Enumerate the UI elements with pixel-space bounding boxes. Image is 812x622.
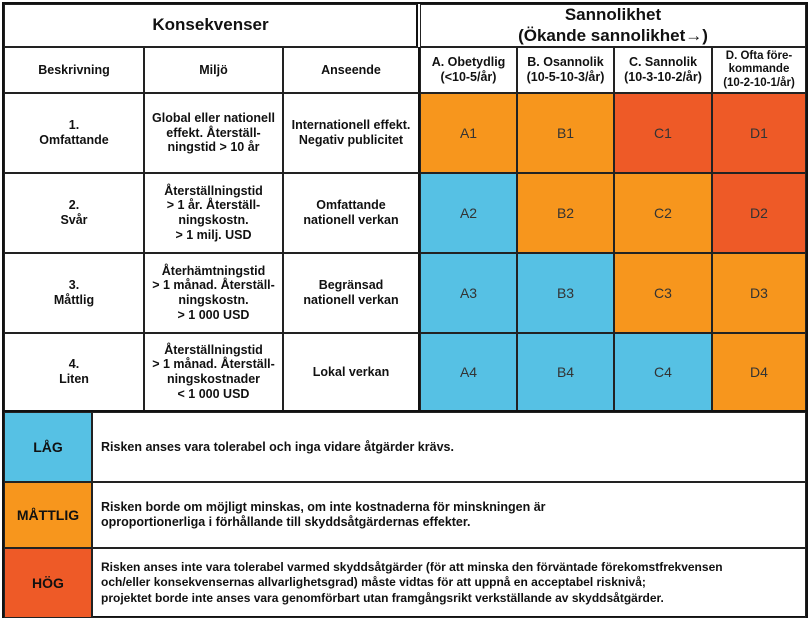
matrix-cell-a2: A2 bbox=[420, 173, 517, 253]
matrix-cell-c4: C4 bbox=[614, 333, 712, 411]
matrix-cell-c3: C3 bbox=[614, 253, 712, 333]
consequences-title: Konsekvenser bbox=[152, 15, 269, 35]
row-4-environment: Återställningstid > 1 månad. Återställ- ningskostnader < 1 000 USD bbox=[144, 333, 283, 411]
probability-header bbox=[420, 4, 806, 47]
matrix-cell-a3: A3 bbox=[420, 253, 517, 333]
legend-label-high: HÖG bbox=[4, 548, 92, 618]
row-3-environment: Återhämtningstid > 1 månad. Återställ- ningskostn. > 1 000 USD bbox=[144, 253, 283, 333]
matrix-cell-c2: C2 bbox=[614, 173, 712, 253]
col-header-description: Beskrivning bbox=[4, 47, 144, 93]
row-3-reputation: Begränsad nationell verkan bbox=[283, 253, 420, 333]
legend-label-low: LÅG bbox=[4, 412, 92, 482]
legend-desc-low: Risken anses vara tolerabel och inga vidare åtgärder krävs. bbox=[92, 412, 806, 482]
row-4-reputation: Lokal verkan bbox=[283, 333, 420, 411]
prob-col-d: D. Ofta före- kommande (10-2-10-1/år) bbox=[712, 47, 806, 93]
legend-desc-medium: Risken borde om möjligt minskas, om inte kostnaderna för minskningen är oproportionerliga i förhållande till skyddsåtgärdernas effekter. bbox=[92, 482, 806, 548]
consequences-header bbox=[4, 4, 418, 47]
matrix-cell-c1: C1 bbox=[614, 93, 712, 173]
row-3-description: 3. Måttlig bbox=[4, 253, 144, 333]
matrix-cell-a4: A4 bbox=[420, 333, 517, 411]
prob-col-c: C. Sannolik (10-3-10-2/år) bbox=[614, 47, 712, 93]
probability-title: Sannolikhet (Ökande sannolikhet→) bbox=[518, 5, 708, 45]
col-header-reputation: Anseende bbox=[283, 47, 420, 93]
row-2-environment: Återställningstid > 1 år. Återställ- ningskostn. > 1 milj. USD bbox=[144, 173, 283, 253]
matrix-cell-b2: B2 bbox=[517, 173, 614, 253]
row-4-description: 4. Liten bbox=[4, 333, 144, 411]
matrix-cell-d1: D1 bbox=[712, 93, 806, 173]
row-1-description: 1. Omfattande bbox=[4, 93, 144, 173]
matrix-cell-b4: B4 bbox=[517, 333, 614, 411]
legend-desc-high: Risken anses inte vara tolerabel varmed skyddsåtgärder (för att minska den förväntade förekomstfrekvensen och/eller konsekvensernas allvarlighetsgrad) måste vidtas för att uppnå en acceptabel risknivå; projektet borde inte anses vara genomförbart utan framgångsrikt verkställande av skyddsåtgärder. bbox=[92, 548, 806, 618]
row-1-reputation: Internationell effekt. Negativ publicitet bbox=[283, 93, 420, 173]
prob-col-a: A. Obetydlig (<10-5/år) bbox=[420, 47, 517, 93]
matrix-cell-d4: D4 bbox=[712, 333, 806, 411]
row-1-environment: Global eller nationell effekt. Återställ- ningstid > 10 år bbox=[144, 93, 283, 173]
row-2-description: 2. Svår bbox=[4, 173, 144, 253]
matrix-cell-a1: A1 bbox=[420, 93, 517, 173]
row-2-reputation: Omfattande nationell verkan bbox=[283, 173, 420, 253]
matrix-cell-d2: D2 bbox=[712, 173, 806, 253]
matrix-cell-d3: D3 bbox=[712, 253, 806, 333]
legend-label-medium: MÅTTLIG bbox=[4, 482, 92, 548]
matrix-cell-b3: B3 bbox=[517, 253, 614, 333]
col-header-environment: Miljö bbox=[144, 47, 283, 93]
matrix-cell-b1: B1 bbox=[517, 93, 614, 173]
prob-col-b: B. Osannolik (10-5-10-3/år) bbox=[517, 47, 614, 93]
